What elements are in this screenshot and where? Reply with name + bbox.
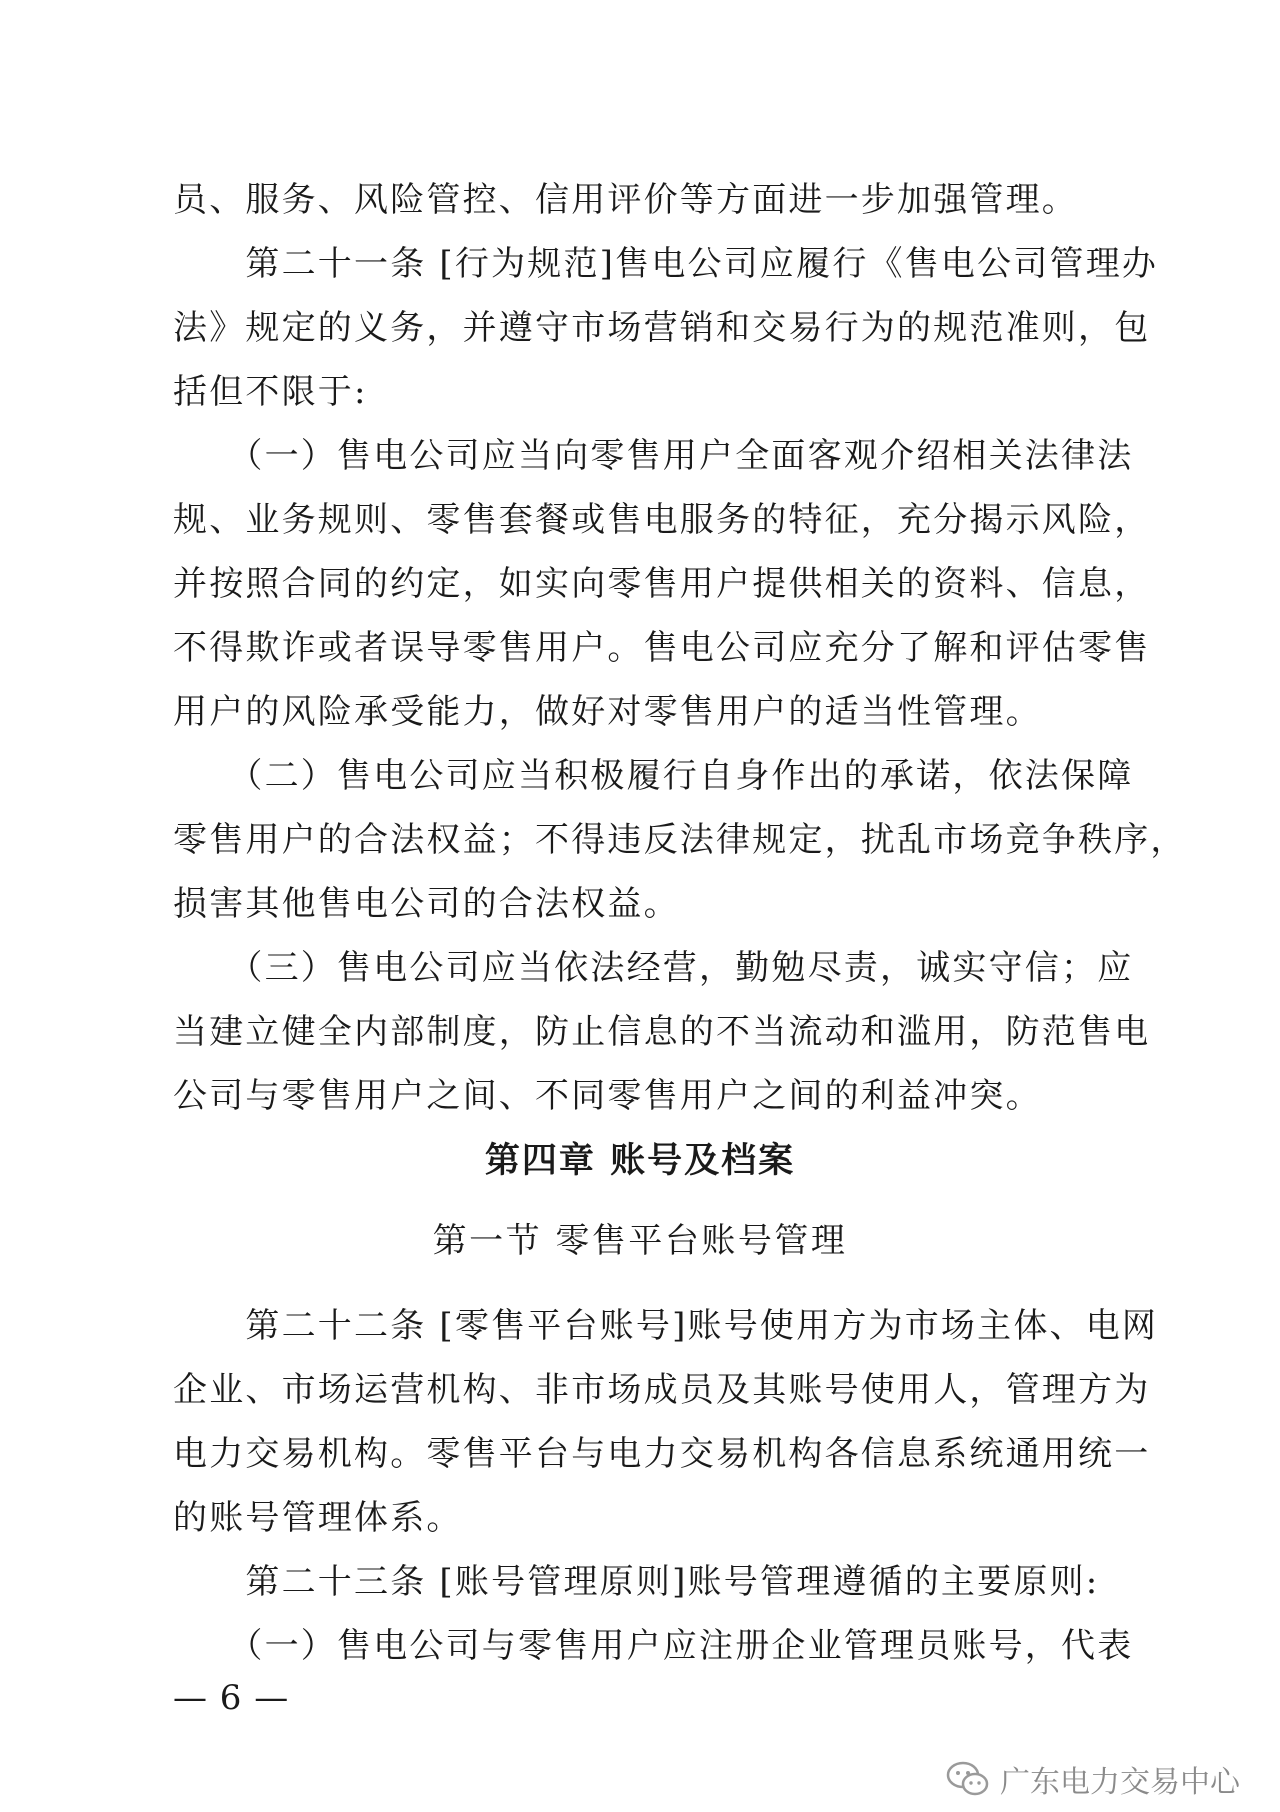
- text-line: 不得欺诈或者误导零售用户。售电公司应充分了解和评估零售: [173, 628, 1151, 668]
- text-line: 规、业务规则、零售套餐或售电服务的特征，充分揭示风险，: [173, 500, 1151, 540]
- watermark-text: 广东电力交易中心: [1000, 1765, 1240, 1800]
- text-line: （一）售电公司与零售用户应注册企业管理员账号，代表: [173, 1626, 1134, 1666]
- text-line: 公司与零售用户之间、不同零售用户之间的利益冲突。: [173, 1076, 1042, 1116]
- text-line: 零售用户的合法权益；不得违反法律规定，扰乱市场竞争秩序，: [173, 820, 1187, 860]
- text-line: 损害其他售电公司的合法权益。: [173, 884, 680, 924]
- chapter-title: 第四章 账号及档案: [484, 1141, 796, 1181]
- text-line: （一）售电公司应当向零售用户全面客观介绍相关法律法: [173, 436, 1134, 476]
- text-line: 企业、市场运营机构、非市场成员及其账号使用人，管理方为: [173, 1370, 1151, 1410]
- text-line: 的账号管理体系。: [173, 1498, 463, 1538]
- text-line: （三）售电公司应当依法经营，勤勉尽责，诚实守信；应: [173, 948, 1134, 988]
- text-line: 并按照合同的约定，如实向零售用户提供相关的资料、信息，: [173, 564, 1151, 604]
- text-line: 当建立健全内部制度，防止信息的不当流动和滥用，防范售电: [173, 1012, 1151, 1052]
- section-title: 第一节 零售平台账号管理: [432, 1221, 848, 1261]
- text-line: 第二十三条 [账号管理原则]账号管理遵循的主要原则:: [173, 1562, 1100, 1602]
- text-line: 第二十一条 [行为规范]售电公司应履行《售电公司管理办: [173, 244, 1159, 284]
- text-line: 电力交易机构。零售平台与电力交易机构各信息系统通用统一: [173, 1434, 1151, 1474]
- page-number: — 6 —: [173, 1678, 290, 1718]
- text-line: 用户的风险承受能力，做好对零售用户的适当性管理。: [173, 692, 1042, 732]
- text-line: 员、服务、风险管控、信用评价等方面进一步加强管理。: [173, 180, 1078, 220]
- body-text-block-2: [173, 1294, 1159, 1678]
- text-line: 法》规定的义务，并遵守市场营销和交易行为的规范准则，包: [173, 308, 1151, 348]
- wechat-icon: [946, 1760, 990, 1798]
- text-line: （二）售电公司应当积极履行自身作出的承诺，依法保障: [173, 756, 1134, 796]
- body-text-block-1: [173, 168, 1187, 1128]
- text-line: 第二十二条 [零售平台账号]账号使用方为市场主体、电网: [173, 1306, 1159, 1346]
- watermark: [946, 1755, 1240, 1803]
- text-line: 括但不限于:: [173, 372, 368, 412]
